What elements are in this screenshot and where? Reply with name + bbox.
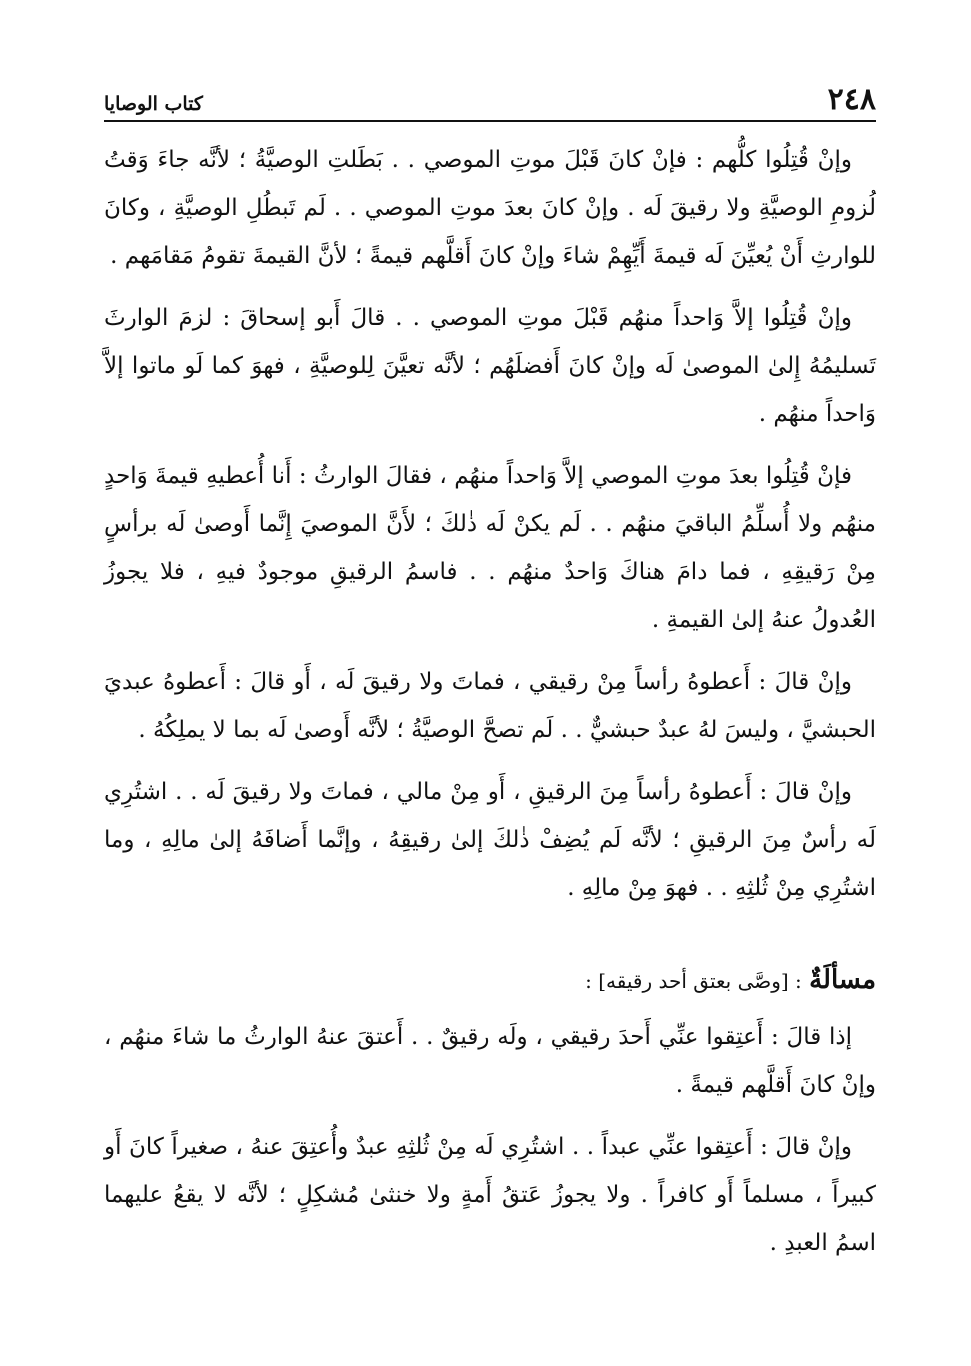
section-label: مسألَةٌ	[809, 965, 876, 995]
paragraph: فإنْ قُتِلُوا بعدَ موتِ الموصي إلاَّ وَاحداً منهُم ، فقالَ الوارثُ : أَنا أُعطيهِ قيمةَ وَاحدٍ منهُم ولا أُسلِّمُ الباقيَ منهُم . . لَم يكنْ لَه ذٰلكَ ؛ لأَنَّ الموصيَ إِنَّما أَوصىٰ لَه برأسٍ مِنْ رَقيقِهِ ، فما دامَ هناكَ وَاحدٌ منهُم . . فاسمُ الرقيقِ موجودٌ فيهِ ، فلا يجوزُ العُدولُ عنهُ إلىٰ القيمةِ .	[104, 463, 876, 633]
paragraph: وإنْ قالَ : أَعتِقوا عنِّي عبداً . . اشتُرِي لَه مِنْ ثُلثِهِ عبدٌ وأُعتِقَ عنهُ ، صغيراً كانَ أَو كبيراً ، مسلماً أَو كافراً . ولا يجوزُ عَتقُ أَمةٍ ولا خنثىٰ مُشكِلٍ ؛ لأنَّه لا يقعُ عليهما اسمُ العبدِ .	[104, 1134, 876, 1256]
page-header	[104, 78, 876, 122]
paragraph: وإنْ قُتِلُوا إلاَّ وَاحداً منهُم قَبْلَ موتِ الموصي . . قالَ أَبو إسحاقَ : لزمَ الوارثَ تَسليمُهُ إِلىٰ الموصىٰ لَه وإنْ كانَ أَفضلَهُم ؛ لأنَّه تعيَّنَ لِلوصيَّةِ ، فهوَ كما لَو ماتوا إلاَّ وَاحداً منهُم .	[104, 305, 876, 427]
section-heading	[104, 956, 876, 1005]
section-topic: : [وصَّى بعتق أحد رقيقه] :	[585, 969, 802, 993]
paragraph: إذا قالَ : أَعتِقوا عنِّي أَحدَ رقيقي ، ولَه رقيقٌ . . أَعتقَ عنهُ الوارثُ ما شاءَ منهُم ، وإنْ كانَ أَقلَّهم قيمةً .	[104, 1024, 876, 1098]
running-title: كتاب الوصايا	[104, 93, 203, 115]
paragraph: وإنْ قالَ : أَعطوهُ رأساً مِنْ رقيقي ، فماتَ ولا رقيقَ لَه ، أَو قالَ : أَعطوهُ عبديَ الحبشيَّ ، وليسَ لهُ عبدٌ حبشيٌّ . . لَم تصحَّ الوصيَّةُ ؛ لأنَّه أَوصىٰ لَه بما لا يملِكُهُ .	[104, 669, 876, 743]
page-number: ٢٤٨	[827, 82, 876, 117]
page-body	[104, 122, 876, 1267]
paragraph: وإنْ قالَ : أَعطوهُ رأساً مِنَ الرقيقِ ، أَو مِنْ مالي ، فماتَ ولا رقيقَ لَه . . اشتُرِي لَه رأسٌ مِنَ الرقيقِ ؛ لأنَّه لَم يُضِفْ ذٰلكَ إلىٰ رقيقِهُ ، وإنَّما أَضافَهُ إلىٰ مالِهِ ، وما اشتُرِي مِنْ ثُلثِهِ . . فهوَ مِنْ مالِهِ .	[104, 779, 876, 901]
paragraph: وإنْ قُتِلُوا كلُّهم : فإنْ كانَ قَبْلَ موتِ الموصي . . بَطَلتِ الوصيَّةُ ؛ لأنَّه جاءَ وَقتُ لُزومِ الوصيَّةِ ولا رقيقَ لَه . وإنْ كانَ بعدَ موتِ الموصي . . لَم تَبطُلِ الوصيَّةِ ، وكانَ للوارثِ أَنْ يُعيِّنَ لَه قيمةَ أَيِّهِمْ شاءَ وإنْ كانَ أَقلَّهم قيمةً ؛ لأنَّ القيمةَ تقومُ مَقامَهم .	[104, 147, 876, 269]
book-page	[104, 78, 876, 1281]
